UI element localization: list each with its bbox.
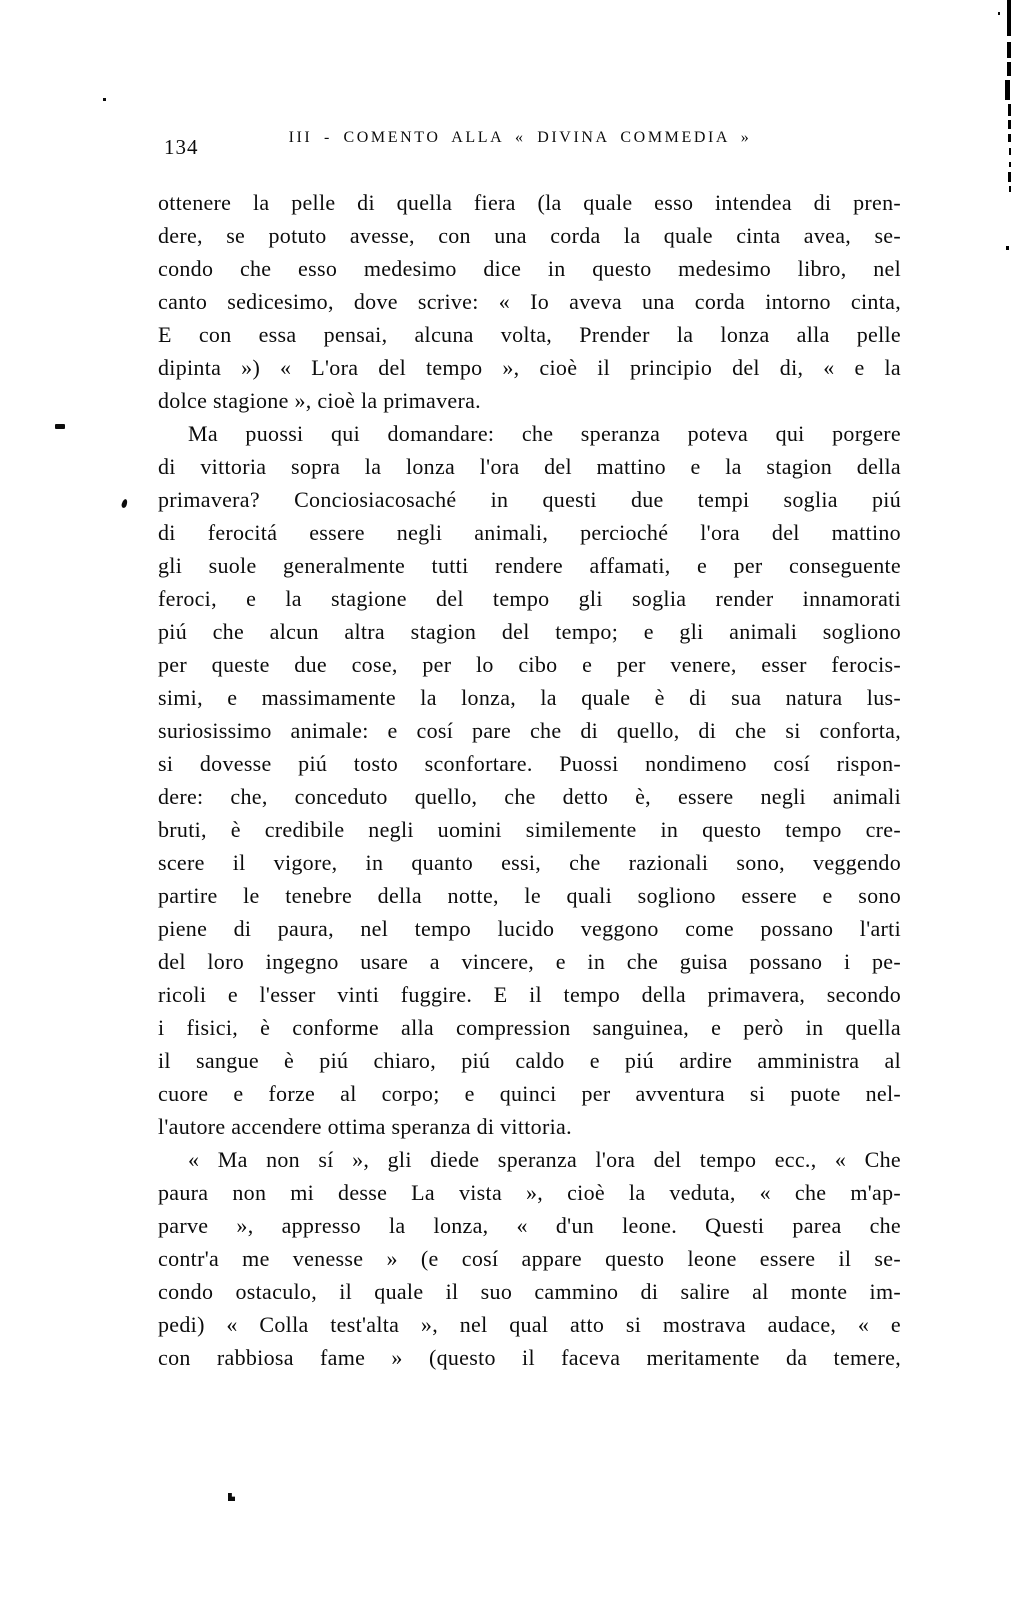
text-line-13: feroci, e la stagione del tempo gli soglia render innamorati — [158, 586, 901, 611]
ink-spot — [121, 498, 129, 508]
text-line-9: di vittoria sopra la lonza l'ora del mattino e la stagion della — [158, 454, 901, 479]
text-line-21: scere il vigore, in quanto essi, che razionali sono, veggendo — [158, 850, 901, 875]
text-line-1: ottenere la pelle di quella fiera (la quale esso intendea di pren- — [158, 190, 901, 215]
text-line-36: con rabbiosa fame » (questo il faceva meritamente da temere, — [158, 1345, 901, 1370]
ink-spot — [55, 424, 65, 429]
edge-dash — [1007, 62, 1011, 76]
text-line-18: si dovesse piú tosto sconfortare. Puossi nondimeno cosí rispon- — [158, 751, 901, 776]
text-line-23: piene di paura, nel tempo lucido veggono come possano l'arti — [158, 916, 901, 941]
edge-dash — [1007, 0, 1011, 36]
ink-spot — [998, 12, 1000, 15]
text-line-2: dere, se potuto avesse, con una corda la quale cinta avea, se- — [158, 223, 901, 248]
text-line-8: Ma puossi qui domandare: che speranza poteva qui porgere — [188, 421, 901, 446]
text-line-26: i fisici, è conforme alla compression sanguinea, e però in quella — [158, 1015, 901, 1040]
text-line-15: per queste due cose, per lo cibo e per venere, esser ferocis- — [158, 652, 901, 677]
text-line-3: condo che esso medesimo dice in questo medesimo libro, nel — [158, 256, 901, 281]
text-line-25: ricoli e l'esser vinti fuggire. E il tempo della primavera, secondo — [158, 982, 901, 1007]
text-line-12: gli suole generalmente tutti rendere affamati, e per conseguente — [158, 553, 901, 578]
text-line-6: dipinta ») « L'ora del tempo », cioè il principio del di, « e la — [158, 355, 901, 380]
text-line-5: E con essa pensai, alcuna volta, Prender la lonza alla pelle — [158, 322, 901, 347]
text-line-29: l'autore accendere ottima speranza di vittoria. — [158, 1114, 572, 1139]
text-line-11: di ferocitá essere negli animali, percioché l'ora del mattino — [158, 520, 901, 545]
text-line-20: bruti, è credibile negli uomini similemente in questo tempo cre- — [158, 817, 901, 842]
text-line-4: canto sedicesimo, dove scrive: « Io aveva una corda intorno cinta, — [158, 289, 901, 314]
text-line-31: paura non mi desse La vista », cioè la veduta, « che m'ap- — [158, 1180, 901, 1205]
text-block — [158, 186, 901, 1374]
text-line-24: del loro ingegno usare a vincere, e in che guisa possano i pe- — [158, 949, 901, 974]
text-line-19: dere: che, conceduto quello, che detto è, essere negli animali — [158, 784, 901, 809]
text-line-22: partire le tenebre della notte, le quali sogliono essere e sono — [158, 883, 901, 908]
page-number: 134 — [164, 135, 199, 159]
running-title: III - COMENTO ALLA « DIVINA COMMEDIA » — [288, 129, 752, 146]
text-line-16: simi, e massimamente la lonza, la quale è di sua natura lus- — [158, 685, 901, 710]
text-line-27: il sangue è piú chiaro, piú caldo e piú ardire amministra al — [158, 1048, 901, 1073]
ink-spot — [103, 98, 106, 101]
edge-dash — [1005, 80, 1010, 100]
text-line-35: pedi) « Colla test'alta », nel qual atto si mostrava audace, « e — [158, 1312, 901, 1337]
text-line-10: primavera? Conciosiacosaché in questi due tempi soglia piú — [158, 487, 901, 512]
edge-dash — [1006, 246, 1009, 250]
ink-spot — [228, 1493, 235, 1501]
text-line-33: contr'a me venesse » (e cosí appare questo leone essere il se- — [158, 1246, 901, 1271]
text-line-28: cuore e forze al corpo; e quinci per avventura si puote nel- — [158, 1081, 901, 1106]
text-line-34: condo ostaculo, il quale il suo cammino di salire al monte im- — [158, 1279, 901, 1304]
text-line-32: parve », appresso la lonza, « d'un leone. Questi parea che — [158, 1213, 901, 1238]
text-line-7: dolce stagione », cioè la primavera. — [158, 388, 481, 413]
text-line-14: piú che alcun altra stagion del tempo; e gli animali sogliono — [158, 619, 901, 644]
text-line-30: « Ma non sí », gli diede speranza l'ora del tempo ecc., « Che — [188, 1147, 901, 1172]
text-line-17: suriosissimo animale: e cosí pare che di quello, di che si conforta, — [158, 718, 901, 743]
edge-dash — [1007, 42, 1011, 58]
